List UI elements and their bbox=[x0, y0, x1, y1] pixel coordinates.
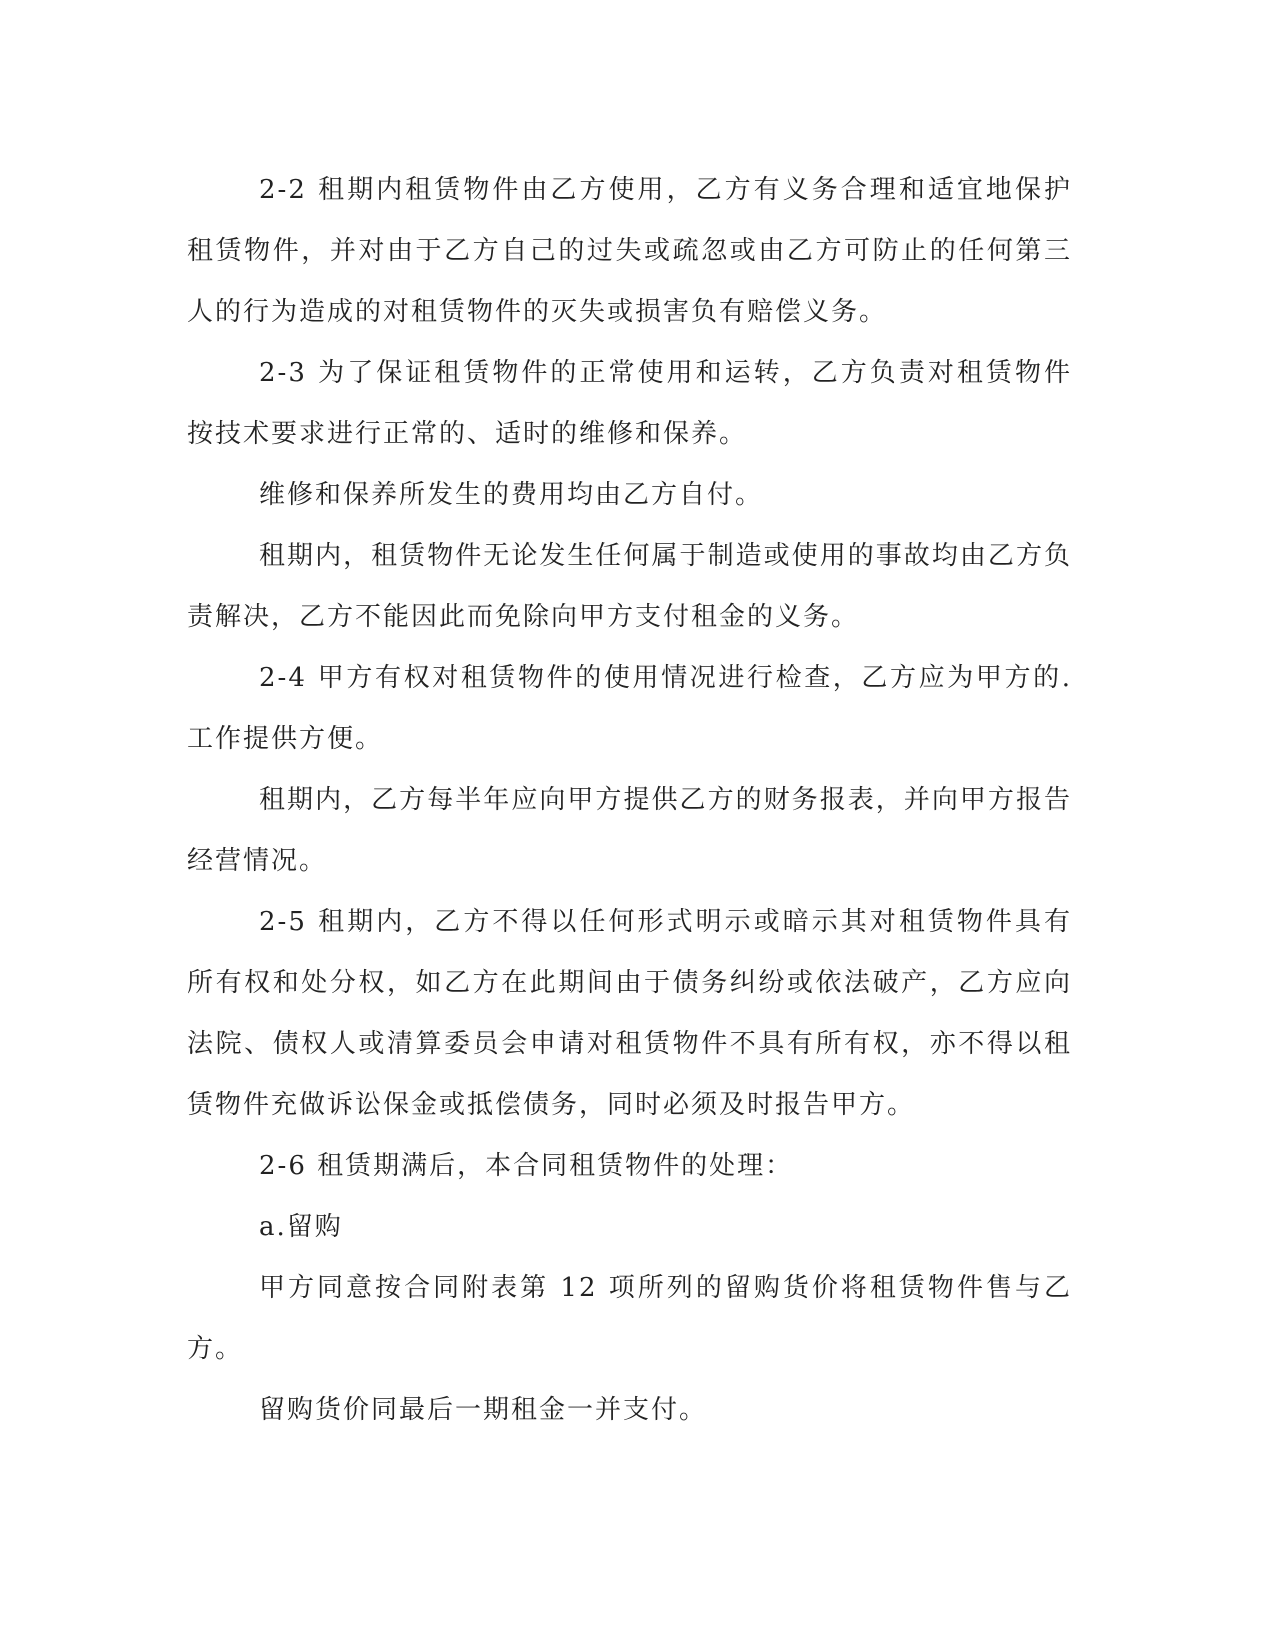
paragraph-2-5: 2-5 租期内，乙方不得以任何形式明示或暗示其对租赁物件具有所有权和处分权，如乙方在此期间由于债务纠纷或依法破产，乙方应向法院、债权人或清算委员会申请对租赁物件不具有所有权，亦不得以租赁物件充做诉讼保金或抵偿债务，同时必须及时报告甲方。 bbox=[187, 907, 1072, 1120]
paragraph-2-4: 2-4 甲方有权对租赁物件的使用情况进行检查，乙方应为甲方的.工作提供方便。 bbox=[187, 663, 1072, 754]
paragraph-purchase-agreement: 甲方同意按合同附表第 12 项所列的留购货价将租赁物件售与乙方。 bbox=[187, 1273, 1072, 1364]
paragraph-maintenance-cost: 维修和保养所发生的费用均由乙方自付。 bbox=[259, 480, 764, 510]
paragraph-purchase-payment: 留购货价同最后一期租金一并支付。 bbox=[259, 1395, 708, 1425]
paragraph-accident-responsibility: 租期内，租赁物件无论发生任何属于制造或使用的事故均由乙方负责解决，乙方不能因此而免除向甲方支付租金的义务。 bbox=[187, 541, 1072, 632]
paragraph-financial-report: 租期内，乙方每半年应向甲方提供乙方的财务报表，并向甲方报告经营情况。 bbox=[187, 785, 1072, 876]
paragraph-2-2: 2-2 租期内租赁物件由乙方使用，乙方有义务合理和适宜地保护租赁物件，并对由于乙方自己的过失或疏忽或由乙方可防止的任何第三人的行为造成的对租赁物件的灭失或损害负有赔偿义务。 bbox=[187, 175, 1072, 327]
paragraph-2-3: 2-3 为了保证租赁物件的正常使用和运转，乙方负责对租赁物件按技术要求进行正常的、适时的维修和保养。 bbox=[187, 358, 1072, 449]
paragraph-option-a: a.留购 bbox=[259, 1212, 343, 1242]
paragraph-2-6: 2-6 租赁期满后，本合同租赁物件的处理： bbox=[259, 1151, 794, 1181]
document-body bbox=[187, 160, 1072, 1441]
